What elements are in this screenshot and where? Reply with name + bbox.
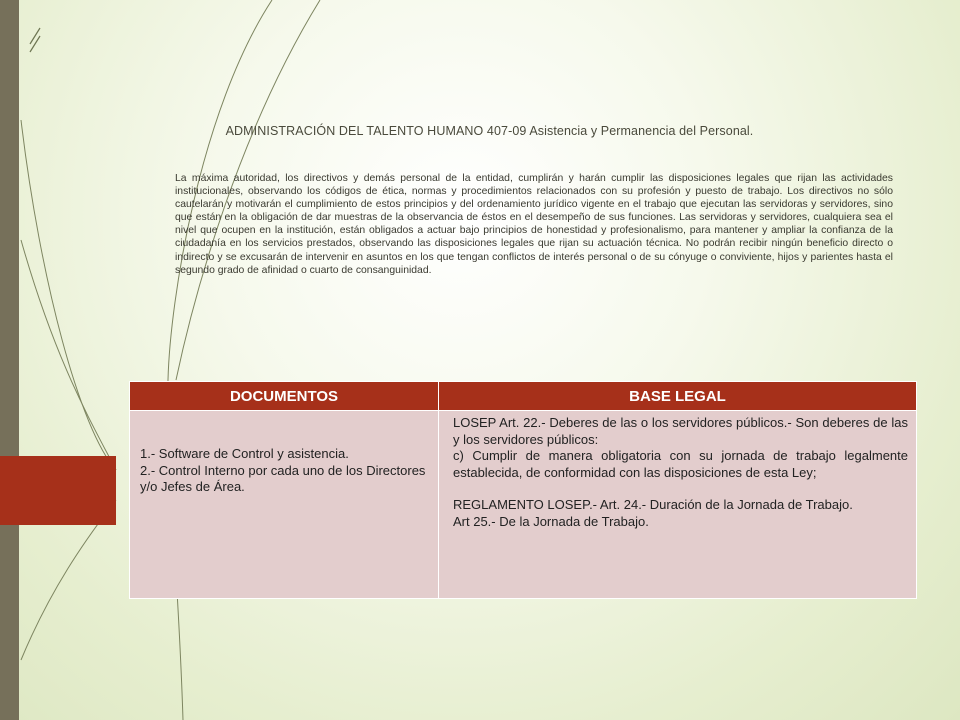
legal-item: c) Cumplir de manera obligatoria con su jornada de trabajo legalmente establecida, de conformidad con las disposiciones de esta Ley;	[453, 448, 908, 480]
decor-tick	[30, 28, 40, 44]
document-item: 1.- Software de Control y asistencia.	[140, 446, 349, 461]
body-paragraph: La máxima autoridad, los directivos y demás personal de la entidad, cumplirán y harán cumplir las disposiciones legales que rijan las actividades institucionales, observando los códigos de ética, normas y procedimientos relacionados con su profesión y puesto de trabajo. Los directivos no sólo cautelarán y motivarán el cumplimiento de estos principios y del ordenamiento jurídico vigente en el trabajo que ejecutan las servidoras y servidores, sino que están en la obligación de dar muestras de la observancia de éstos en el desempeño de sus funciones. Las servidoras y servidores, cualquiera sea el nivel que ocupen en la institución, están obligados a actuar bajo principios de honestidad y profesionalismo, para mantener y ampliar la confianza de la ciudadanía en los servicios prestados, observando las disposiciones legales que rijan su actuación técnica. No podrán recibir ningún beneficio directo o indirecto y se excusarán de intervenir en asuntos en los que tengan conflictos de interés personal o de su cónyuge o conviviente, hijos y parientes hasta el segundo grado de afinidad o cuarto de consanguinidad.	[175, 173, 893, 276]
table-row	[130, 411, 917, 599]
decor-curve	[21, 240, 116, 470]
accent-block	[0, 456, 116, 525]
legal-spacer	[453, 481, 908, 497]
documents-cell	[130, 411, 439, 599]
decor-curve	[168, 0, 272, 720]
decor-curve	[21, 120, 116, 470]
legal-item: Art 25.- De la Jornada de Trabajo.	[453, 513, 649, 529]
decor-tick	[30, 36, 40, 52]
document-item: 2.- Control Interno por cada uno de los Directores y/o Jefes de Área.	[140, 462, 426, 494]
header-base-legal: BASE LEGAL	[439, 382, 917, 411]
header-documentos: DOCUMENTOS	[130, 382, 439, 411]
documents-table	[129, 381, 917, 599]
legal-item: REGLAMENTO LOSEP.- Art. 24.- Duración de la Jornada de Trabajo.	[453, 497, 853, 512]
legal-cell	[439, 411, 917, 599]
table-header-row	[130, 382, 917, 411]
legal-item: LOSEP Art. 22.- Deberes de las o los servidores públicos.- Son deberes de las y los servidores públicos:	[453, 415, 908, 447]
slide-title: ADMINISTRACIÓN DEL TALENTO HUMANO 407-09 Asistencia y Permanencia del Personal.	[225, 124, 754, 138]
